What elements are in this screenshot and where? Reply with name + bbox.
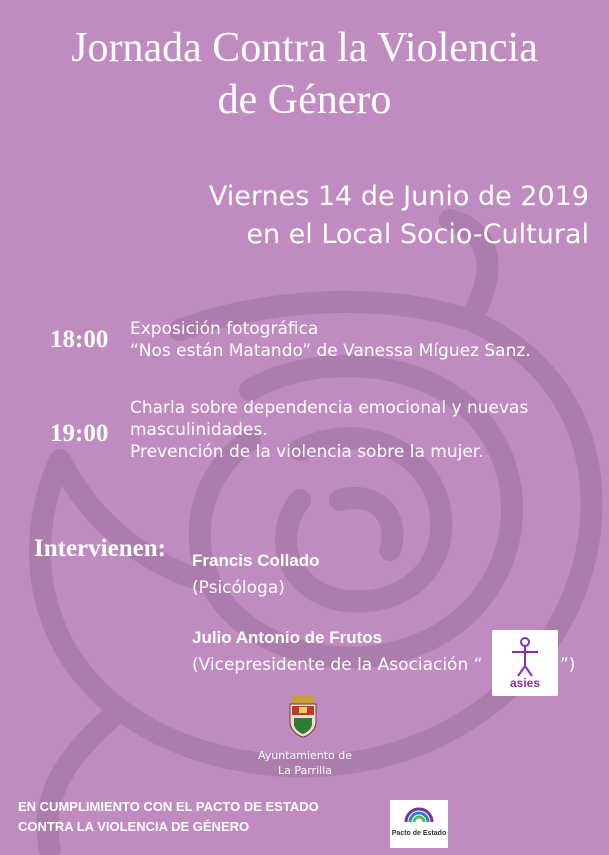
ayuntamiento-line-1: Ayuntamiento de [257, 749, 353, 762]
speaker-role-1: (Psicóloga) [192, 578, 285, 598]
schedule-time-1: 18:00 [50, 326, 109, 353]
schedule-line: Exposición fotográfica [130, 319, 319, 339]
subtitle-date: Viernes 14 de Junio de 2019 [208, 181, 589, 212]
page-title [0, 22, 609, 126]
footer-line-1: EN CUMPLIMIENTO CON EL PACTO DE ESTADO [18, 799, 319, 814]
schedule-line: Charla sobre dependencia emocional y nuevas [130, 398, 529, 418]
speaker-name-2: Julio Antonio de Frutos [192, 628, 383, 647]
schedule-description-2 [130, 397, 528, 463]
asies-logo-icon [492, 630, 558, 696]
ayuntamiento-line-2: La Parrilla [277, 764, 332, 777]
pacto-logo-icon [390, 800, 448, 848]
pacto-logo-label: Pacto de Estado [391, 830, 447, 837]
schedule-time-2: 19:00 [50, 420, 109, 447]
schedule-description-1 [130, 318, 531, 362]
ayuntamiento-label [230, 748, 380, 778]
event-subtitle [29, 178, 589, 254]
speaker-role-2: (Vicepresidente de la Asociación “ [192, 655, 483, 675]
speakers-label: Intervienen: [34, 535, 166, 562]
schedule-line: “Nos están Matando” de Vanessa Míguez Sanz. [130, 341, 531, 361]
title-line-2: de Género [217, 77, 392, 123]
footer-line-2: CONTRA LA VIOLENCIA DE GÉNERO [18, 819, 250, 834]
schedule-line: Prevención de la violencia sobre la mujer. [130, 442, 484, 462]
speaker-name-1: Francis Collado [192, 551, 320, 570]
asies-logo-label: asies [509, 676, 541, 690]
coat-of-arms-icon [286, 694, 320, 738]
subtitle-location: en el Local Socio-Cultural [246, 219, 589, 250]
speaker-role-2-end: ”) [560, 655, 576, 675]
footer-text [18, 797, 319, 837]
schedule-line: masculinidades. [130, 420, 268, 440]
title-line-1: Jornada Contra la Violencia [71, 25, 538, 71]
